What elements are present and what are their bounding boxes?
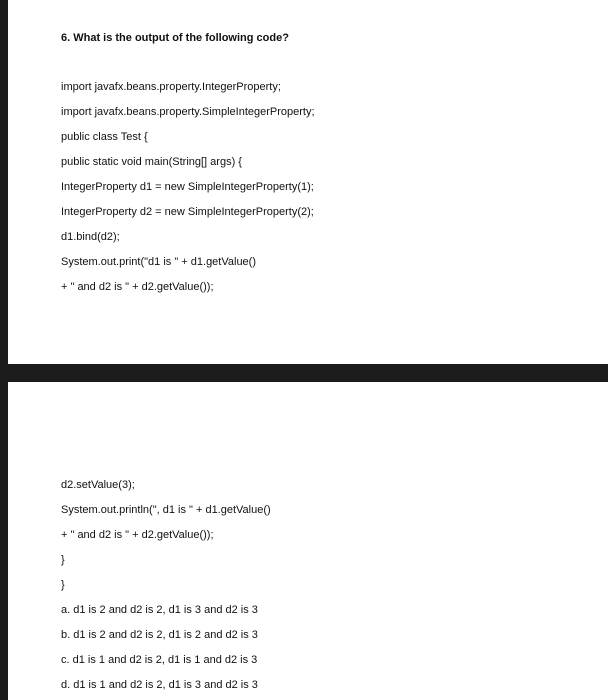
code-line: import javafx.beans.property.SimpleIntegerProperty; [61, 106, 315, 118]
code-line: IntegerProperty d2 = new SimpleIntegerProperty(2); [61, 206, 314, 218]
code-line: d1.bind(d2); [61, 231, 120, 243]
question-title: 6. What is the output of the following code? [61, 32, 289, 44]
code-line: d2.setValue(3); [61, 479, 135, 491]
answer-option-d[interactable]: d. d1 is 1 and d2 is 2, d1 is 3 and d2 is 3 [61, 679, 258, 691]
question-panel-bottom [8, 382, 608, 700]
code-line: + " and d2 is " + d2.getValue()); [61, 281, 214, 293]
code-line: + " and d2 is " + d2.getValue()); [61, 529, 214, 541]
answer-option-b[interactable]: b. d1 is 2 and d2 is 2, d1 is 2 and d2 is 3 [61, 629, 258, 641]
code-line: public class Test { [61, 131, 148, 143]
code-line: IntegerProperty d1 = new SimpleIntegerProperty(1); [61, 181, 314, 193]
question-panel-top [8, 0, 608, 364]
code-line: System.out.println(", d1 is " + d1.getValue() [61, 504, 271, 516]
answer-option-c[interactable]: c. d1 is 1 and d2 is 2, d1 is 1 and d2 is 3 [61, 654, 258, 666]
code-line: System.out.print("d1 is " + d1.getValue() [61, 256, 257, 268]
code-line: import javafx.beans.property.IntegerProperty; [61, 81, 281, 93]
code-line: } [61, 554, 65, 566]
answer-option-a[interactable]: a. d1 is 2 and d2 is 2, d1 is 3 and d2 is 3 [61, 604, 258, 616]
code-line: public static void main(String[] args) { [61, 156, 242, 168]
code-line: } [61, 579, 65, 591]
